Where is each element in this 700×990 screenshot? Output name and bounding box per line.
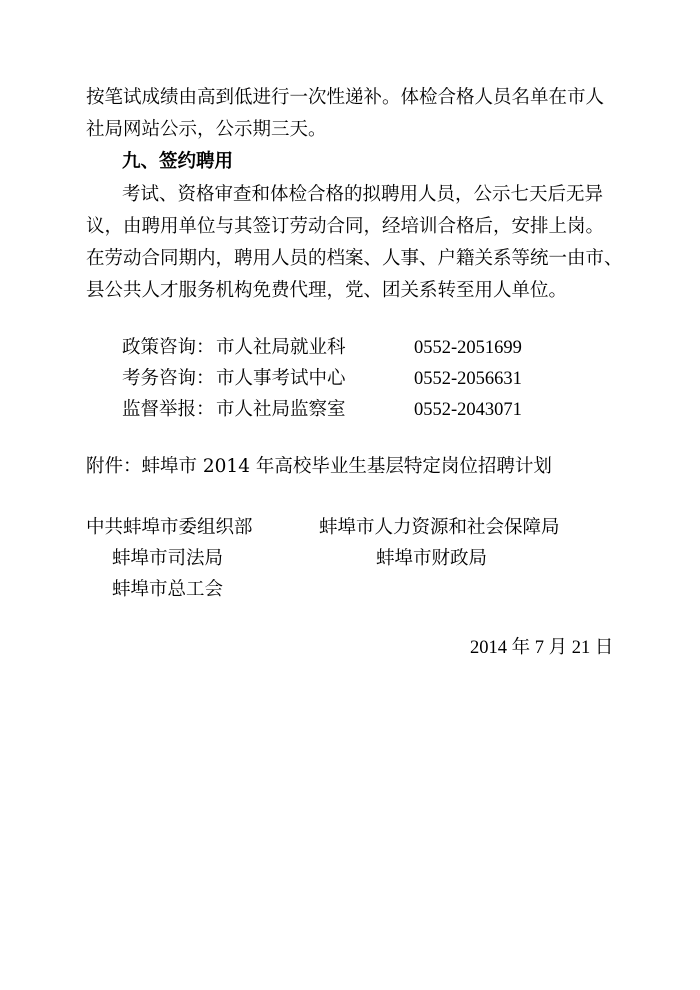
paragraph-line: 在劳动合同期内，聘用人员的档案、人事、户籍关系等统一由市、 bbox=[86, 248, 623, 269]
contact-office: 市人事考试中心 bbox=[216, 368, 346, 389]
paragraph-line: 社局网站公示，公示期三天。 bbox=[86, 119, 327, 140]
paragraph-line: 县公共人才服务机构免费代理，党、团关系转至用人单位。 bbox=[86, 280, 568, 301]
contact-label: 政策咨询： bbox=[122, 337, 215, 358]
contact-office: 市人社局监察室 bbox=[216, 399, 346, 420]
signatory-org: 中共蚌埠市委组织部 bbox=[86, 517, 253, 538]
signatory-org: 蚌埠市财政局 bbox=[376, 548, 488, 569]
signatory-org: 蚌埠市司法局 bbox=[112, 548, 224, 569]
paragraph-line: 按笔试成绩由高到低进行一次性递补。体检合格人员名单在市人 bbox=[86, 87, 605, 108]
contact-label: 考务咨询： bbox=[122, 368, 215, 389]
section-heading: 九、签约聘用 bbox=[122, 151, 234, 172]
attachment-note: 附件：蚌埠市 2014 年高校毕业生基层特定岗位招聘计划 bbox=[86, 456, 552, 477]
contact-phone: 0552-2056631 bbox=[414, 369, 522, 389]
contact-phone: 0552-2051699 bbox=[414, 338, 522, 358]
signatory-org: 蚌埠市人力资源和社会保障局 bbox=[319, 517, 560, 538]
document-date: 2014 年 7 月 21 日 bbox=[470, 638, 614, 658]
contact-label: 监督举报： bbox=[122, 399, 215, 420]
contact-phone: 0552-2043071 bbox=[414, 400, 522, 420]
contact-office: 市人社局就业科 bbox=[216, 337, 346, 358]
paragraph-line: 议，由聘用单位与其签订劳动合同，经培训合格后，安排上岗。 bbox=[86, 216, 605, 237]
paragraph-line: 考试、资格审查和体检合格的拟聘用人员，公示七天后无异 bbox=[122, 184, 604, 205]
signatory-org: 蚌埠市总工会 bbox=[112, 579, 224, 600]
